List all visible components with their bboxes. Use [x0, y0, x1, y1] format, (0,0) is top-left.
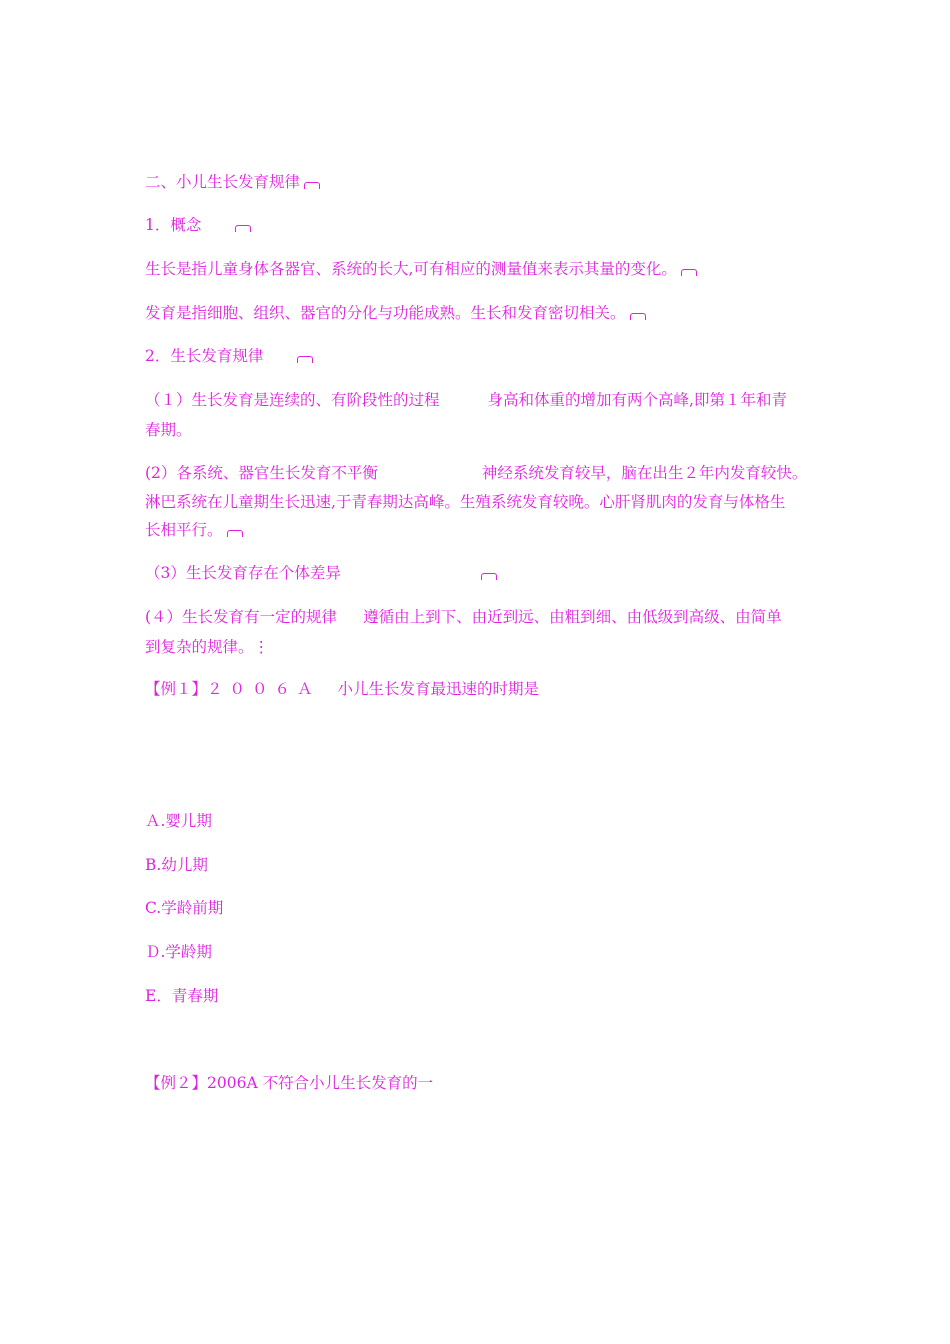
- rule-1: （１）生长发育是连续的、有阶段性的过程 身高和体重的增加有两个高峰,即第１年和青: [145, 391, 787, 409]
- example-1-question: 【例１】２００６Ａ 小儿生长发育最迅速的时期是: [145, 680, 540, 698]
- paragraph-mark-icon: [227, 530, 243, 537]
- rule-2-cont-2: 长相平行。: [145, 520, 243, 540]
- rule-4-cont: 到复杂的规律。⋮: [145, 638, 270, 656]
- paragraph-mark-icon: [235, 225, 251, 232]
- paragraph-mark-icon: [304, 182, 320, 189]
- section-title: 二、小儿生长发育规律: [145, 172, 320, 192]
- rule-2: (2）各系统、器官生长发育不平衡 神经系统发育较早，脑在出生２年内发育较快。: [145, 464, 808, 482]
- option-b[interactable]: B.幼儿期: [145, 856, 208, 874]
- example-2-question: 【例２】2006A 不符合小儿生长发育的一: [145, 1074, 434, 1092]
- rule-2-cont: 淋巴系统在儿童期生长迅速,于青春期达高峰。生殖系统发育较晚。心肝肾肌肉的发育与体格生: [145, 493, 786, 511]
- rule-3: （3）生长发育存在个体差异: [145, 563, 497, 583]
- concept-heading: 1．概念: [145, 215, 251, 235]
- rules-heading: 2．生长发育规律: [145, 346, 313, 366]
- rule-4: (４）生长发育有一定的规律 遵循由上到下、由近到远、由粗到细、由低级到高级、由简单: [145, 608, 782, 626]
- development-definition: 发育是指细胞、组织、器官的分化与功能成熟。生长和发育密切相关。: [145, 303, 646, 323]
- option-d[interactable]: Ｄ.学龄期: [145, 943, 212, 961]
- option-e[interactable]: E．青春期: [145, 987, 219, 1005]
- growth-definition: 生长是指儿童身体各器官、系统的长大,可有相应的测量值来表示其量的变化。: [145, 259, 697, 279]
- paragraph-mark-icon: [481, 573, 497, 580]
- option-a[interactable]: Ａ.婴儿期: [145, 812, 212, 830]
- option-c[interactable]: C.学龄前期: [145, 899, 224, 917]
- paragraph-mark-icon: [630, 313, 646, 320]
- paragraph-mark-icon: [297, 356, 313, 363]
- rule-1-cont: 春期。: [145, 421, 192, 439]
- paragraph-mark-icon: [681, 269, 697, 276]
